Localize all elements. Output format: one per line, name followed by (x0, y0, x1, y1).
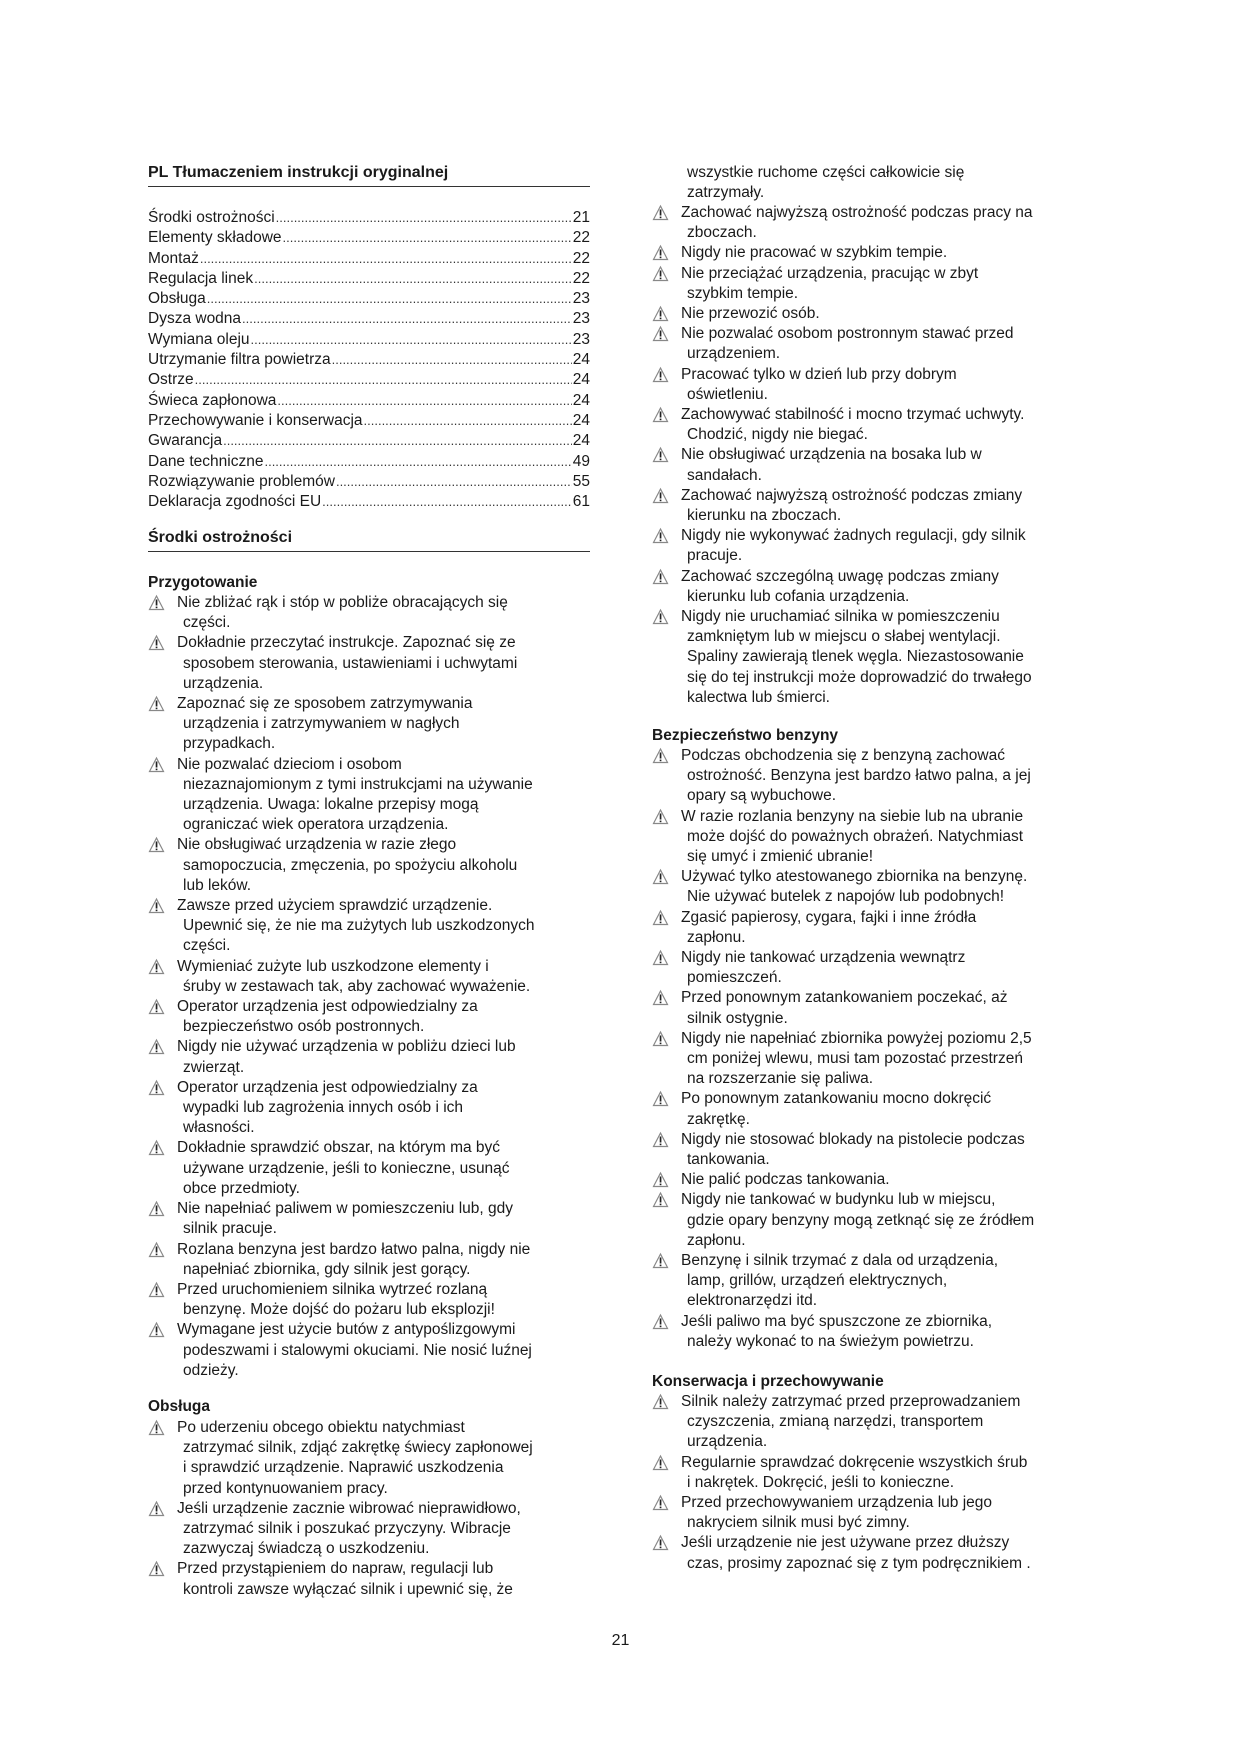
warning-item (148, 997, 590, 1037)
warning-item-line: elektronarzędzi itd. (687, 1292, 818, 1310)
warning-item-line: Nie palić podczas tankowania. (681, 1171, 890, 1189)
warning-item-line: Nie obsługiwać urządzenia na bosaka lub w (681, 446, 982, 464)
warning-item-line: własności. (183, 1119, 255, 1137)
warning-item-line: tankowania. (687, 1151, 770, 1169)
warning-triangle-icon (652, 1312, 669, 1332)
warning-triangle-icon (652, 1089, 669, 1109)
warning-item (652, 1533, 1092, 1573)
warning-triangle-icon (652, 988, 669, 1008)
toc-leader-dots (200, 249, 572, 269)
warning-item-line: urządzenia i zatrzymywaniem w nagłych (183, 715, 460, 733)
warning-item-line: Operator urządzenia jest odpowiedzialny za (177, 1078, 478, 1096)
toc-label: Regulacja linek (148, 269, 254, 287)
table-of-contents (148, 208, 590, 512)
warning-item-line: przypadkach. (183, 735, 276, 753)
warning-item (652, 1392, 1092, 1453)
warning-triangle-icon (652, 908, 669, 928)
toc-row (148, 289, 590, 309)
toc-page-number: 49 (572, 452, 590, 470)
warning-item-line: Nie przeciążać urządzenia, pracując w zbyt (681, 264, 979, 282)
warning-item-line: kalectwa lub śmierci. (687, 688, 830, 706)
warning-item-line: Zgasić papierosy, cygara, fajki i inne źródła (681, 908, 977, 926)
warning-item-line: sandałach. (687, 466, 762, 484)
warning-item-line: ograniczać wiek operatora urządzenia. (183, 816, 449, 834)
warning-item-line: podeszwami i stalowymi okuciami. Nie nosić luźnej (183, 1341, 532, 1359)
warning-item (148, 694, 590, 755)
fuel-safety-heading: Bezpieczeństwo benzyny (652, 727, 839, 744)
warning-triangle-icon (148, 1078, 165, 1098)
warning-item-line: zakrętkę. (687, 1110, 750, 1128)
warning-item-line: odzieży. (183, 1361, 239, 1379)
warning-triangle-icon (148, 1418, 165, 1438)
warning-triangle-icon (652, 867, 669, 887)
warning-item-line: Jeśli paliwo ma być spuszczone ze zbiornika, (681, 1312, 992, 1330)
warning-item (148, 1138, 590, 1199)
warning-triangle-icon (652, 486, 669, 506)
warning-triangle-icon (652, 607, 669, 627)
warning-item-line: Nie przewozić osób. (681, 305, 820, 323)
warning-item-line: Nigdy nie uruchamiać silnika w pomieszczeniu (681, 608, 1000, 626)
warning-item-line: używane urządzenie, jeśli to konieczne, usunąć (183, 1159, 510, 1177)
warning-item-line: się umyć i zmienić ubranie! (687, 848, 874, 866)
warning-item-line: Nie używać butelek z napojów lub podobnych! (687, 888, 1005, 906)
warning-item (652, 405, 1092, 445)
warning-item-line: obce przedmioty. (183, 1179, 300, 1197)
warning-triangle-icon (652, 746, 669, 766)
warning-triangle-icon (652, 1533, 669, 1553)
warning-item (652, 324, 1092, 364)
warning-item (652, 1493, 1092, 1533)
warning-item (148, 835, 590, 896)
warning-item-line: zamkniętym lub w miejscu o słabej wentylacji. (687, 628, 1001, 646)
warning-item-line: Operator urządzenia jest odpowiedzialny za (177, 998, 478, 1016)
warning-item-line: pomieszczeń. (687, 969, 782, 987)
toc-label: Ostrze (148, 371, 194, 389)
warning-item (148, 1199, 590, 1239)
warning-item-line: Nie pozwalać osobom postronnym stawać przed (681, 325, 1014, 343)
toc-row (148, 472, 590, 492)
warning-triangle-icon (148, 694, 165, 714)
warning-item (148, 1240, 590, 1280)
warning-item-line: Silnik należy zatrzymać przed przeprowadzaniem (681, 1393, 1021, 1410)
toc-row (148, 249, 590, 269)
toc-label: Wymiana oleju (148, 330, 250, 348)
warning-item (652, 1453, 1092, 1493)
warning-item-line: i nakrętek. Dokręcić, jeśli to konieczne. (687, 1473, 955, 1491)
warning-item (652, 908, 1092, 948)
warning-item-line: wypadki lub zagrożenia innych osób i ich (183, 1099, 464, 1117)
operation-list (148, 1418, 590, 1600)
warning-item (148, 1078, 590, 1139)
toc-label: Rozwiązywanie problemów (148, 472, 335, 490)
warning-triangle-icon (148, 1320, 165, 1340)
warning-item-line: W razie rozlania benzyny na siebie lub na ubranie (681, 807, 1024, 825)
toc-label: Dane techniczne (148, 452, 264, 470)
warning-item-line: lub leków. (183, 876, 252, 894)
warning-item (652, 746, 1092, 807)
warning-item (148, 1418, 590, 1499)
toc-row (148, 350, 590, 370)
warning-item-line: Nigdy nie tankować urządzenia wewnątrz (681, 949, 966, 967)
warning-triangle-icon (652, 1029, 669, 1049)
toc-label: Elementy składowe (148, 229, 282, 247)
warning-item-line: benzynę. Może dojść do pożaru lub eksplozji! (183, 1301, 495, 1319)
warning-item-line: szybkim tempie. (687, 284, 799, 302)
warning-item-line: na rozszerzanie się paliwa. (687, 1070, 874, 1088)
warning-item-line: Przed uruchomieniem silnika wytrzeć rozlaną (177, 1280, 488, 1298)
operation-list-continued (652, 203, 1092, 708)
warning-item-line: urządzenia. Uwaga: lokalne przepisy mogą (183, 796, 479, 814)
toc-row (148, 330, 590, 350)
warning-item-line: Benzynę i silnik trzymać z dala od urządzenia, (681, 1252, 999, 1270)
warning-item (148, 1320, 590, 1381)
warning-item (652, 867, 1092, 907)
toc-page-number: 22 (572, 249, 590, 267)
toc-page-number: 23 (572, 290, 590, 308)
toc-leader-dots (283, 228, 572, 248)
warning-item-line: Przed przystąpieniem do napraw, regulacji lub (177, 1560, 494, 1578)
warning-item-line: kontroli zawsze wyłączać silnik i upewnić się, że (183, 1580, 513, 1598)
toc-row (148, 309, 590, 329)
warning-item-line: pracuje. (687, 547, 743, 565)
safety-heading: Środki ostrożności (148, 529, 293, 546)
continuation-line-2: zatrzymały. (687, 184, 765, 201)
toc-page-number: 24 (572, 411, 590, 429)
warning-triangle-icon (652, 567, 669, 587)
warning-triangle-icon (652, 264, 669, 284)
warning-item-line: Spaliny zawierają tlenek węgla. Niezastosowanie (687, 648, 1024, 666)
warning-triangle-icon (652, 1493, 669, 1513)
warning-triangle-icon (652, 203, 669, 223)
page-title: PL Tłumaczeniem instrukcji oryginalnej (148, 164, 449, 181)
warning-item-line: Zachować najwyższą ostrożność podczas pracy na (681, 204, 1033, 221)
toc-row (148, 228, 590, 248)
toc-label: Deklaracja zgodności EU (148, 493, 322, 511)
warning-item-line: Pracować tylko w dzień lub przy dobrym (681, 365, 957, 383)
warning-triangle-icon (652, 405, 669, 425)
warning-item (148, 633, 590, 694)
warning-item-line: Nigdy nie tankować w budynku lub w miejscu, (681, 1191, 996, 1209)
warning-item-line: Chodzić, nigdy nie biegać. (687, 426, 868, 444)
warning-item-line: części. (183, 614, 231, 632)
warning-triangle-icon (148, 593, 165, 613)
warning-item-line: zwierząt. (183, 1058, 245, 1076)
warning-item-line: Używać tylko atestowanego zbiornika na benzynę. (681, 868, 1028, 886)
toc-page-number: 21 (572, 209, 590, 226)
warning-triangle-icon (148, 1499, 165, 1519)
toc-page-number: 23 (572, 330, 590, 348)
toc-row (148, 370, 590, 390)
warning-item-line: Zapoznać się ze sposobem zatrzymywania (177, 695, 473, 713)
warning-triangle-icon (652, 243, 669, 263)
toc-leader-dots (195, 370, 572, 390)
warning-triangle-icon (652, 1251, 669, 1271)
warning-item-line: Przed przechowywaniem urządzenia lub jego (681, 1494, 993, 1512)
warning-item-line: Jeśli urządzenie nie jest używane przez dłuższy (681, 1534, 1010, 1552)
warning-item-line: czas, prosimy zapoznać się z tym podręcznikiem . (687, 1554, 1031, 1572)
toc-row (148, 391, 590, 411)
toc-label: Montaż (148, 249, 199, 267)
warning-item-line: Zachować szczególną uwagę podczas zmiany (681, 567, 999, 585)
warning-item-line: ostrożność. Benzyna jest bardzo łatwo palna, a jej (687, 767, 1031, 785)
warning-item-line: Nigdy nie używać urządzenia w pobliżu dzieci lub (177, 1038, 516, 1056)
warning-triangle-icon (148, 896, 165, 916)
toc-leader-dots (254, 269, 572, 289)
warning-item-line: samopoczucia, zmęczenia, po spożyciu alkoholu (183, 856, 518, 874)
warning-triangle-icon (652, 1453, 669, 1473)
warning-item-line: silnik ostygnie. (687, 1009, 788, 1027)
preparation-heading: Przygotowanie (148, 574, 258, 591)
warning-item (652, 1190, 1092, 1251)
toc-row (148, 431, 590, 451)
warning-triangle-icon (652, 304, 669, 324)
warning-triangle-icon (652, 807, 669, 827)
safety-rule (148, 551, 590, 552)
toc-label: Gwarancja (148, 432, 223, 450)
toc-row (148, 492, 590, 512)
warning-item (652, 1251, 1092, 1312)
toc-leader-dots (336, 472, 572, 492)
warning-item-line: Nie obsługiwać urządzenia w razie złego (177, 836, 457, 854)
warning-triangle-icon (148, 633, 165, 653)
warning-item-line: Zachować najwyższą ostrożność podczas zmiany (681, 486, 1023, 504)
toc-leader-dots (242, 309, 572, 329)
warning-triangle-icon (148, 997, 165, 1017)
warning-triangle-icon (148, 1280, 165, 1300)
warning-item-line: i sprawdzić urządzenie. Naprawić uszkodzenia (183, 1459, 504, 1477)
warning-item (652, 526, 1092, 566)
warning-item-line: Zawsze przed użyciem sprawdzić urządzenie. (177, 897, 493, 915)
maintenance-list (652, 1392, 1092, 1574)
warning-item-line: kierunku lub cofania urządzenia. (687, 587, 910, 605)
toc-label: Środki ostrożności (148, 209, 275, 226)
warning-triangle-icon (652, 324, 669, 344)
warning-item (652, 1312, 1092, 1352)
warning-item-line: Nigdy nie wykonywać żadnych regulacji, gdy silnik (681, 527, 1026, 545)
warning-item (148, 1037, 590, 1077)
warning-item-line: urządzenia. (687, 1433, 768, 1451)
toc-page-number: 22 (572, 229, 590, 247)
warning-triangle-icon (652, 526, 669, 546)
warning-item-line: zapłonu. (687, 1231, 746, 1249)
warning-item-line: Nigdy nie pracować w szybkim tempie. (681, 244, 948, 262)
warning-item-line: Dokładnie sprawdzić obszar, na którym ma być (177, 1139, 501, 1157)
warning-item (652, 1130, 1092, 1170)
warning-item (652, 1170, 1092, 1190)
toc-row (148, 411, 590, 431)
toc-row (148, 208, 590, 228)
warning-item-line: cm poniżej wlewu, musi tam pozostać przestrzeń (687, 1050, 1023, 1068)
warning-item-line: silnik pracuje. (183, 1220, 277, 1238)
toc-label: Przechowywanie i konserwacja (148, 411, 363, 429)
warning-item (652, 203, 1092, 243)
warning-item-line: Jeśli urządzenie zacznie wibrować nieprawidłowo, (177, 1499, 521, 1517)
toc-leader-dots (322, 492, 572, 512)
warning-item-line: Nigdy nie stosować blokady na pistolecie podczas (681, 1130, 1025, 1148)
toc-label: Świeca zapłonowa (148, 391, 277, 409)
toc-page-number: 55 (572, 472, 590, 490)
toc-leader-dots (276, 208, 572, 228)
warning-item-line: napełniać zbiornika, gdy silnik jest gorący. (183, 1260, 471, 1278)
toc-page-number: 24 (572, 351, 590, 369)
warning-item-line: śruby w zestawach tak, aby zachować wyważenie. (183, 977, 531, 995)
toc-label: Obsługa (148, 290, 206, 308)
warning-item (652, 607, 1092, 708)
warning-item (148, 1499, 590, 1560)
toc-leader-dots (207, 289, 572, 309)
warning-triangle-icon (652, 1190, 669, 1210)
warning-triangle-icon (148, 1199, 165, 1219)
toc-label: Dysza wodna (148, 310, 242, 328)
warning-item-line: zatrzymać silnik, zdjąć zakrętkę świecy zapłonowej (183, 1439, 533, 1457)
warning-item-line: części. (183, 937, 231, 955)
warning-triangle-icon (652, 1392, 669, 1412)
toc-page-number: 22 (572, 269, 590, 287)
warning-item (652, 243, 1092, 263)
toc-leader-dots (264, 452, 571, 472)
warning-item-line: zazwyczaj świadczą o uszkodzeniu. (183, 1540, 430, 1558)
warning-item-line: Wymieniać zużyte lub uszkodzone elementy i (177, 957, 489, 975)
toc-row (148, 269, 590, 289)
warning-item-line: lamp, grillów, urządzeń elektrycznych, (687, 1272, 948, 1290)
warning-item-line: się do tej instrukcji może doprowadzić do trwałego (687, 668, 1032, 686)
toc-leader-dots (364, 411, 572, 431)
warning-item-line: Nie zbliżać rąk i stóp w pobliże obracających się (177, 594, 508, 611)
preparation-list (148, 593, 590, 1381)
toc-page-number: 61 (572, 493, 590, 511)
toc-leader-dots (332, 350, 572, 370)
warning-item (148, 896, 590, 957)
warning-item-line: zapłonu. (687, 928, 746, 946)
warning-item-line: gdzie opary benzyny mogą zetknąć się ze źródłem (687, 1211, 1035, 1229)
warning-item (148, 957, 590, 997)
warning-item-line: Nie pozwalać dzieciom i osobom (177, 755, 402, 773)
toc-leader-dots (223, 431, 572, 451)
warning-item-line: Zachowywać stabilność i mocno trzymać uchwyty. (681, 406, 1025, 424)
warning-triangle-icon (148, 835, 165, 855)
warning-triangle-icon (148, 957, 165, 977)
warning-item (652, 264, 1092, 304)
warning-item-line: czyszczenia, zmianą narzędzi, transportem (687, 1413, 984, 1431)
toc-page-number: 24 (572, 391, 590, 409)
warning-item (652, 988, 1092, 1028)
warning-item (652, 948, 1092, 988)
warning-triangle-icon (652, 365, 669, 385)
warning-item (652, 807, 1092, 868)
warning-triangle-icon (652, 445, 669, 465)
page-number: 21 (611, 1632, 630, 1649)
warning-item (652, 304, 1092, 324)
warning-item-line: należy wykonać to na świeżym powietrzu. (687, 1332, 974, 1350)
warning-item-line: nakryciem silnik musi być zimny. (687, 1514, 910, 1532)
operation-heading: Obsługa (148, 1398, 211, 1415)
warning-item-line: sposobem sterowania, ustawieniami i uchwytami (183, 654, 518, 672)
toc-leader-dots (277, 391, 571, 411)
warning-triangle-icon (148, 1138, 165, 1158)
warning-item (652, 445, 1092, 485)
warning-item (652, 486, 1092, 526)
title-rule (148, 186, 590, 187)
toc-label: Utrzymanie filtra powietrza (148, 351, 331, 369)
warning-item-line: Przed ponownym zatankowaniem poczekać, aż (681, 989, 1008, 1007)
maintenance-heading: Konserwacja i przechowywanie (652, 1373, 884, 1390)
warning-item-line: bezpieczeństwo osób postronnych. (183, 1018, 425, 1036)
toc-page-number: 23 (572, 310, 590, 328)
toc-row (148, 452, 590, 472)
warning-item-line: może dojść do poważnych obrażeń. Natychmiast (687, 827, 1023, 845)
warning-item-line: Nie napełniać paliwem w pomieszczeniu lub, gdy (177, 1200, 514, 1218)
warning-item-line: Rozlana benzyna jest bardzo łatwo palna, nigdy nie (177, 1240, 531, 1258)
warning-item-line: Po ponownym zatankowaniu mocno dokręcić (681, 1090, 992, 1108)
warning-item-line: kierunku na zboczach. (687, 507, 842, 525)
warning-item (652, 1089, 1092, 1129)
warning-triangle-icon (652, 948, 669, 968)
warning-item-line: Wymagane jest użycie butów z antypoślizgowymi (177, 1321, 516, 1339)
toc-page-number: 24 (572, 371, 590, 389)
warning-item (652, 1029, 1092, 1090)
warning-item-line: Po uderzeniu obcego obiektu natychmiast (177, 1419, 465, 1436)
warning-item-line: Upewnić się, że nie ma zużytych lub uszkodzonych (183, 917, 535, 935)
warning-item-line: opary są wybuchowe. (687, 787, 837, 805)
warning-item-line: oświetleniu. (687, 385, 768, 403)
warning-item-line: Regularnie sprawdzać dokręcenie wszystkich śrub (681, 1453, 1028, 1471)
warning-triangle-icon (148, 755, 165, 775)
warning-item (148, 755, 590, 836)
warning-item (652, 365, 1092, 405)
warning-item-line: urządzenia. (183, 674, 264, 692)
warning-item (148, 593, 590, 633)
toc-page-number: 24 (572, 432, 590, 450)
warning-triangle-icon (652, 1170, 669, 1190)
continuation-line-1: wszystkie ruchome części całkowicie się (687, 164, 965, 181)
warning-triangle-icon (652, 1130, 669, 1150)
fuel-safety-list (652, 746, 1092, 1352)
warning-item (652, 567, 1092, 607)
toc-leader-dots (251, 330, 572, 350)
warning-item-line: zboczach. (687, 224, 757, 242)
warning-triangle-icon (148, 1240, 165, 1260)
warning-item-line: Dokładnie przeczytać instrukcje. Zapoznać się ze (177, 634, 516, 652)
warning-item-line: Nigdy nie napełniać zbiornika powyżej poziomu 2,5 (681, 1029, 1032, 1047)
warning-item-line: niezaznajomionym z tymi instrukcjami na używanie (183, 775, 533, 793)
warning-item-line: Podczas obchodzenia się z benzyną zachować (681, 747, 1005, 764)
warning-item-line: urządzeniem. (687, 345, 781, 363)
warning-triangle-icon (148, 1037, 165, 1057)
warning-item (148, 1280, 590, 1320)
warning-triangle-icon (148, 1559, 165, 1579)
warning-item (148, 1559, 590, 1599)
warning-item-line: przed kontynuowaniem pracy. (183, 1479, 388, 1497)
warning-item-line: zatrzymać silnik i poszukać przyczyny. Wibracje (183, 1520, 511, 1538)
